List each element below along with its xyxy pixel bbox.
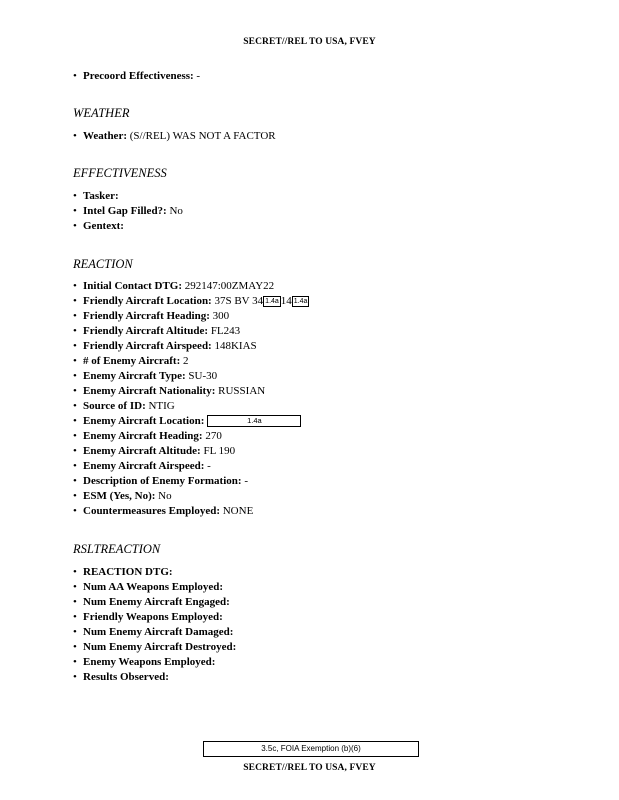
classification-banner-bottom: SECRET//REL TO USA, FVEY [243,763,376,773]
reaction-item [73,429,222,444]
field-label: Precoord Effectiveness: [83,70,194,82]
rsltreaction-item [73,640,236,655]
field-value: NONE [219,505,254,517]
rsltreaction-item [73,625,233,640]
intel-gap-item [73,204,183,219]
rsltreaction-item [73,565,173,580]
field-value: 292147:00ZMAY22 [182,280,275,292]
field-label: ESM (Yes, No): [83,490,156,502]
reaction-item [73,354,189,369]
field-value: FL 190 [200,445,236,457]
field-value: - [204,460,211,472]
reaction-item [73,339,257,354]
field-label: Enemy Aircraft Nationality: [83,385,216,397]
field-value: - [193,70,201,82]
reaction-item [73,324,240,339]
field-label: Num AA Weapons Employed: [83,581,224,593]
field-label: Enemy Aircraft Airspeed: [83,460,205,472]
reaction-item [73,459,211,474]
section-heading-rsltreaction: RSLTREACTION [73,542,161,556]
field-label: Num Enemy Aircraft Damaged: [83,626,234,638]
field-label: Tasker: [83,190,119,202]
section-heading-reaction: REACTION [73,257,133,271]
field-value: 37S BV 34 [211,295,264,307]
reaction-item [73,444,235,459]
field-label: Friendly Aircraft Location: [83,295,212,307]
redaction-box: 1.4a [293,298,308,305]
field-label: Friendly Aircraft Airspeed: [83,340,212,352]
field-label: Enemy Aircraft Location: [83,415,205,427]
reaction-item [73,399,175,414]
gentext-item [73,219,124,234]
field-label: Weather: [83,130,127,142]
field-label: Initial Contact DTG: [83,280,182,292]
reaction-item [73,384,265,399]
field-label: Gentext: [83,220,124,232]
rsltreaction-item [73,580,223,595]
initial-contact-item [73,279,274,294]
reaction-item [73,474,248,489]
field-label: Friendly Aircraft Altitude: [83,325,209,337]
field-label: Intel Gap Filled?: [83,205,167,217]
field-label: Enemy Weapons Employed: [83,656,216,668]
field-value: 2 [180,355,189,367]
field-value: No [155,490,172,502]
field-label: Enemy Aircraft Heading: [83,430,203,442]
field-value: (S//REL) WAS NOT A FACTOR [126,130,276,142]
reaction-item [73,489,172,504]
field-value: 148KIAS [211,340,257,352]
friendly-location-item [73,294,309,309]
redaction-box: 1.4a [265,298,279,305]
field-label: Source of ID: [83,400,146,412]
field-label: REACTION DTG: [83,566,173,578]
weather-item [73,129,276,144]
field-label: Friendly Weapons Employed: [83,611,223,623]
field-value: FL243 [208,325,241,337]
tasker-item [73,189,119,204]
field-value: No [166,205,183,217]
precoord-item [73,69,200,84]
field-value: SU-30 [185,370,218,382]
field-value: 270 [202,430,222,442]
field-label: Num Enemy Aircraft Engaged: [83,596,230,608]
rsltreaction-item [73,595,230,610]
field-label: Enemy Aircraft Type: [83,370,186,382]
section-heading-effectiveness: EFFECTIVENESS [73,166,167,180]
section-heading-weather: WEATHER [73,106,130,120]
rsltreaction-item [73,670,169,685]
field-value: 300 [209,310,230,322]
classification-banner-top: SECRET//REL TO USA, FVEY [243,37,376,47]
field-value: RUSSIAN [215,385,266,397]
field-value: NTIG [145,400,175,412]
redaction-box: 1.4a [207,415,301,427]
rsltreaction-item [73,655,215,670]
field-value: - [241,475,248,487]
field-label: # of Enemy Aircraft: [83,355,181,367]
reaction-item [73,369,217,384]
rsltreaction-item [73,610,223,625]
field-label: Results Observed: [83,671,169,683]
field-label: Friendly Aircraft Heading: [83,310,210,322]
field-label: Num Enemy Aircraft Destroyed: [83,641,237,653]
field-label: Countermeasures Employed: [83,505,220,517]
reaction-item [73,309,229,324]
foia-exemption-box: 3.5c, FOIA Exemption (b)(6) [203,741,419,757]
enemy-location-item [73,414,301,429]
field-value: 14 [280,295,292,307]
field-label: Enemy Aircraft Altitude: [83,445,201,457]
reaction-item [73,504,253,519]
field-label: Description of Enemy Formation: [83,475,242,487]
